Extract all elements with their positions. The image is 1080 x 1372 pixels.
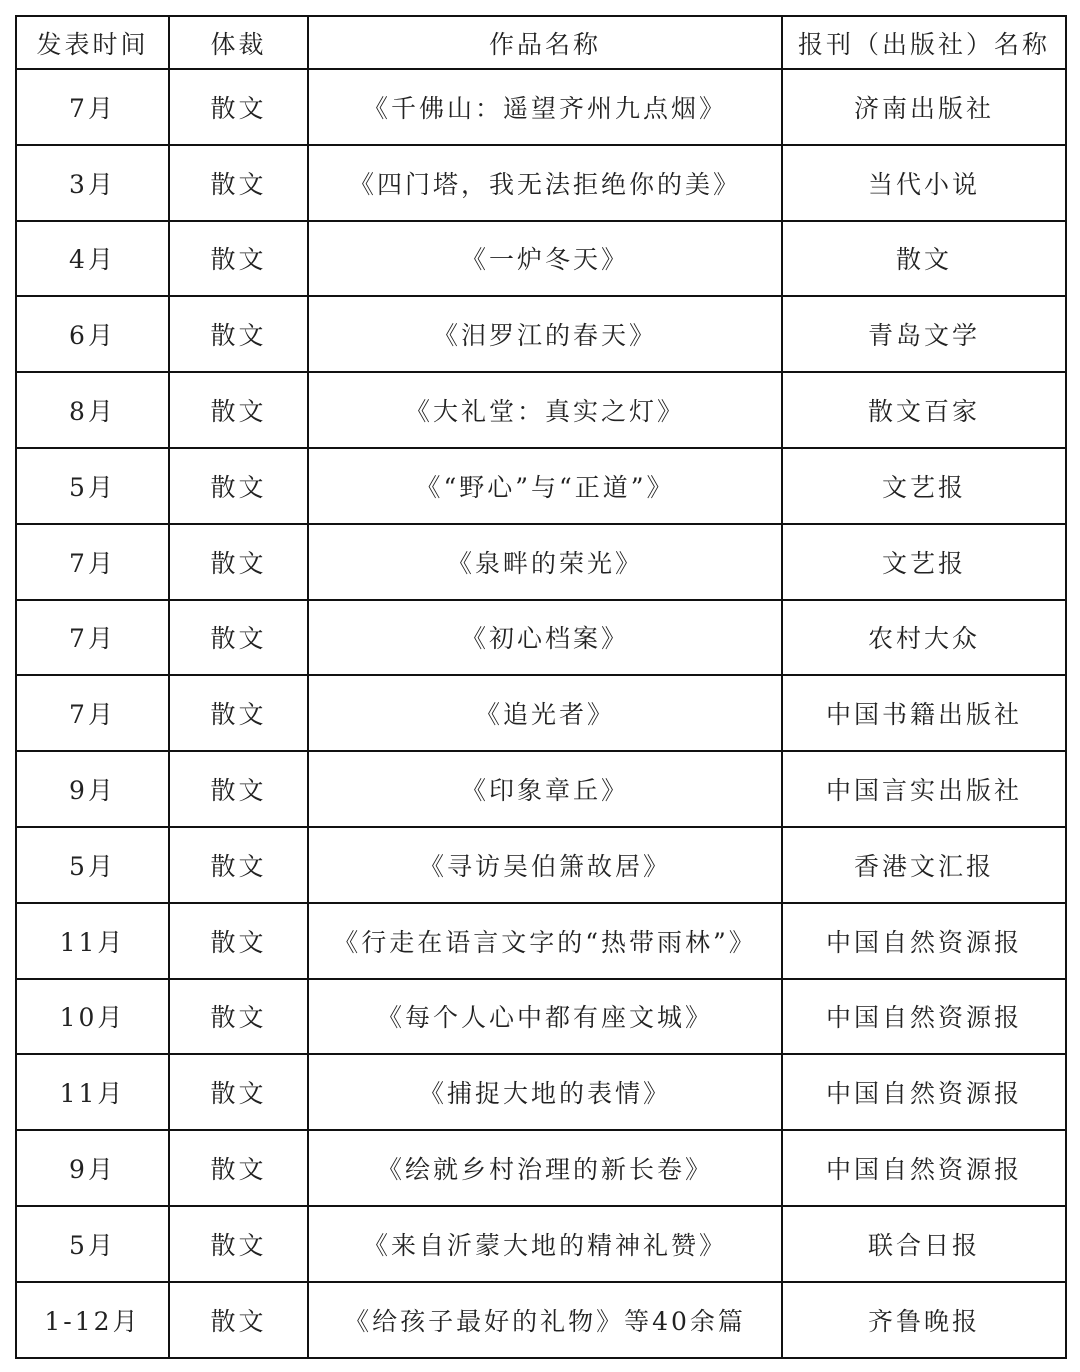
cell-genre: 散文	[169, 1130, 308, 1206]
cell-genre: 散文	[169, 296, 308, 372]
cell-title: 《泉畔的荣光》	[308, 524, 782, 600]
cell-publisher: 联合日报	[782, 1206, 1066, 1282]
header-row	[16, 16, 1066, 69]
cell-title: 《一炉冬天》	[308, 221, 782, 297]
cell-publisher: 齐鲁晚报	[782, 1282, 1066, 1358]
table-row	[16, 600, 1066, 676]
cell-publisher: 青岛文学	[782, 296, 1066, 372]
table-row	[16, 69, 1066, 145]
cell-publisher: 中国自然资源报	[782, 1130, 1066, 1206]
cell-genre: 散文	[169, 145, 308, 221]
cell-title: 《四门塔，我无法拒绝你的美》	[308, 145, 782, 221]
cell-title: 《寻访吴伯箫故居》	[308, 827, 782, 903]
cell-title: 《汨罗江的春天》	[308, 296, 782, 372]
table-row	[16, 221, 1066, 297]
header-title: 作品名称	[308, 16, 782, 69]
cell-publisher: 散文百家	[782, 372, 1066, 448]
cell-genre: 散文	[169, 69, 308, 145]
cell-date: 10月	[16, 979, 169, 1055]
table-row	[16, 524, 1066, 600]
cell-genre: 散文	[169, 221, 308, 297]
cell-title: 《大礼堂：真实之灯》	[308, 372, 782, 448]
cell-date: 5月	[16, 448, 169, 524]
cell-publisher: 香港文汇报	[782, 827, 1066, 903]
cell-publisher: 当代小说	[782, 145, 1066, 221]
cell-genre: 散文	[169, 600, 308, 676]
cell-genre: 散文	[169, 903, 308, 979]
table-row	[16, 296, 1066, 372]
table-row	[16, 979, 1066, 1055]
cell-publisher: 济南出版社	[782, 69, 1066, 145]
header-genre: 体裁	[169, 16, 308, 69]
table-row	[16, 1054, 1066, 1130]
cell-genre: 散文	[169, 979, 308, 1055]
header-date: 发表时间	[16, 16, 169, 69]
cell-date: 11月	[16, 903, 169, 979]
cell-title: 《给孩子最好的礼物》等40余篇	[308, 1282, 782, 1358]
cell-title: 《初心档案》	[308, 600, 782, 676]
cell-publisher: 中国自然资源报	[782, 979, 1066, 1055]
cell-date: 1-12月	[16, 1282, 169, 1358]
header-publisher: 报刊（出版社）名称	[782, 16, 1066, 69]
table-row	[16, 448, 1066, 524]
cell-publisher: 中国言实出版社	[782, 751, 1066, 827]
cell-title: 《来自沂蒙大地的精神礼赞》	[308, 1206, 782, 1282]
table-row	[16, 372, 1066, 448]
cell-date: 7月	[16, 675, 169, 751]
cell-publisher: 中国自然资源报	[782, 903, 1066, 979]
cell-publisher: 中国自然资源报	[782, 1054, 1066, 1130]
publications-table	[15, 15, 1067, 1359]
table-row	[16, 1130, 1066, 1206]
cell-date: 5月	[16, 1206, 169, 1282]
table-row	[16, 145, 1066, 221]
cell-title: 《捕捉大地的表情》	[308, 1054, 782, 1130]
cell-genre: 散文	[169, 827, 308, 903]
cell-date: 6月	[16, 296, 169, 372]
table-row	[16, 675, 1066, 751]
cell-date: 11月	[16, 1054, 169, 1130]
cell-genre: 散文	[169, 372, 308, 448]
cell-genre: 散文	[169, 1206, 308, 1282]
cell-publisher: 散文	[782, 221, 1066, 297]
cell-date: 8月	[16, 372, 169, 448]
cell-publisher: 文艺报	[782, 448, 1066, 524]
cell-title: 《追光者》	[308, 675, 782, 751]
cell-title: 《行走在语言文字的“热带雨林”》	[308, 903, 782, 979]
cell-title: 《印象章丘》	[308, 751, 782, 827]
cell-date: 7月	[16, 524, 169, 600]
cell-publisher: 农村大众	[782, 600, 1066, 676]
cell-date: 4月	[16, 221, 169, 297]
table-row	[16, 903, 1066, 979]
cell-publisher: 文艺报	[782, 524, 1066, 600]
cell-title: 《千佛山：遥望齐州九点烟》	[308, 69, 782, 145]
cell-publisher: 中国书籍出版社	[782, 675, 1066, 751]
cell-title: 《每个人心中都有座文城》	[308, 979, 782, 1055]
table-row	[16, 1282, 1066, 1358]
table-row	[16, 751, 1066, 827]
cell-genre: 散文	[169, 675, 308, 751]
table-row	[16, 1206, 1066, 1282]
cell-date: 7月	[16, 600, 169, 676]
cell-title: 《绘就乡村治理的新长卷》	[308, 1130, 782, 1206]
cell-genre: 散文	[169, 1054, 308, 1130]
cell-title: 《“野心”与“正道”》	[308, 448, 782, 524]
table-row	[16, 827, 1066, 903]
cell-date: 9月	[16, 751, 169, 827]
cell-genre: 散文	[169, 1282, 308, 1358]
cell-genre: 散文	[169, 448, 308, 524]
cell-genre: 散文	[169, 524, 308, 600]
cell-genre: 散文	[169, 751, 308, 827]
cell-date: 5月	[16, 827, 169, 903]
cell-date: 3月	[16, 145, 169, 221]
cell-date: 7月	[16, 69, 169, 145]
cell-date: 9月	[16, 1130, 169, 1206]
